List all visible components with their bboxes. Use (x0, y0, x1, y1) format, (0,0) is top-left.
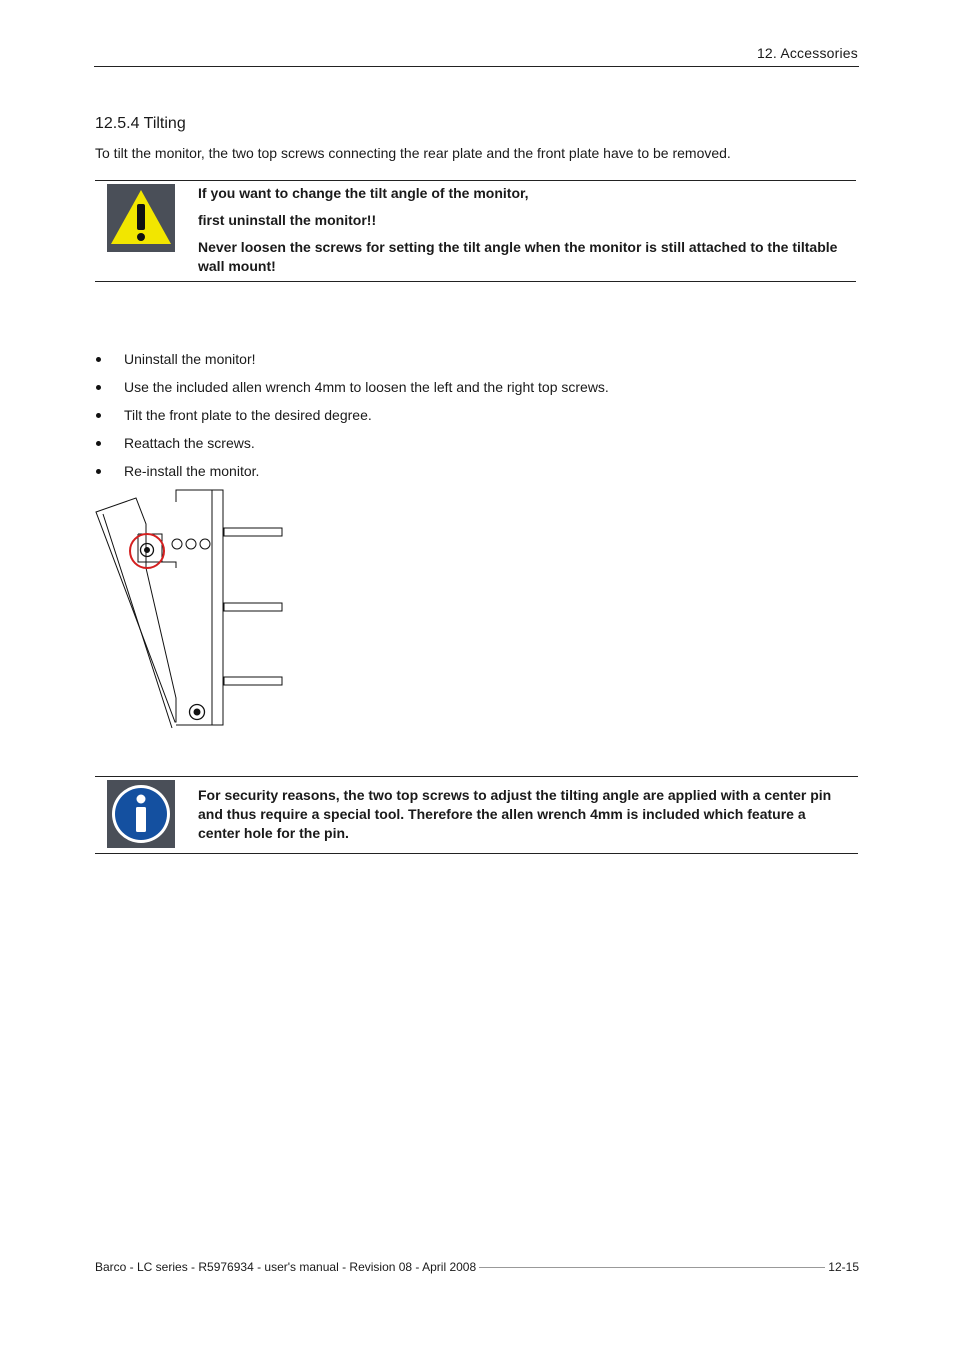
intro-paragraph: To tilt the monitor, the two top screws connecting the rear plate and the front plate have to be removed. (95, 145, 731, 161)
warning-text (198, 184, 848, 284)
section-heading: 12.5.4 Tilting (95, 115, 186, 132)
warning-line-1: If you want to change the tilt angle of the monitor, (198, 185, 529, 201)
pivot-screw-center (194, 709, 200, 715)
rear-plate-outline (176, 490, 223, 725)
info-text: For security reasons, the two top screws to adjust the tilting angle are applied with a center pin and thus require a special tool. Therefore the allen wrench 4mm is included which feature a center hole for the pin. (198, 787, 832, 841)
footer-divider (479, 1267, 825, 1268)
warning-notice (95, 180, 856, 282)
info-icon (107, 780, 175, 848)
front-plate-outline (96, 498, 176, 722)
info-notice (95, 776, 858, 854)
bullet-icon (96, 357, 101, 362)
middle-screw (224, 603, 282, 611)
adjust-hole (186, 539, 196, 549)
warning-line-3: Never loosen the screws for setting the tilt angle when the monitor is still attached to the tiltable wall mount! (198, 239, 838, 274)
page-footer (95, 1260, 859, 1274)
list-item: Re-install the monitor. (95, 460, 609, 488)
chapter-title: 12. Accessories (756, 45, 858, 61)
list-item: Uninstall the monitor! (95, 348, 609, 376)
list-item: Reattach the screws. (95, 432, 609, 460)
bullet-icon (96, 413, 101, 418)
list-item: Tilt the front plate to the desired degree. (95, 404, 609, 432)
bullet-icon (96, 469, 101, 474)
tilt-screw-center (145, 548, 150, 553)
adjust-hole (200, 539, 210, 549)
steps-list (95, 348, 609, 488)
adjust-hole (172, 539, 182, 549)
warning-exclamation-icon (107, 184, 175, 252)
bottom-screw (224, 677, 282, 685)
list-item: Use the included allen wrench 4mm to loosen the left and the right top screws. (95, 376, 609, 404)
warning-line-2: first uninstall the monitor!! (198, 212, 377, 228)
bullet-icon (96, 385, 101, 390)
tilt-mount-diagram (94, 488, 294, 738)
bullet-icon (96, 441, 101, 446)
footer-document-info: Barco - LC series - R5976934 - user's manual - Revision 08 - April 2008 (95, 1260, 477, 1274)
page-number: 12-15 (828, 1260, 859, 1274)
top-screw (224, 528, 282, 536)
header-divider (94, 66, 859, 67)
